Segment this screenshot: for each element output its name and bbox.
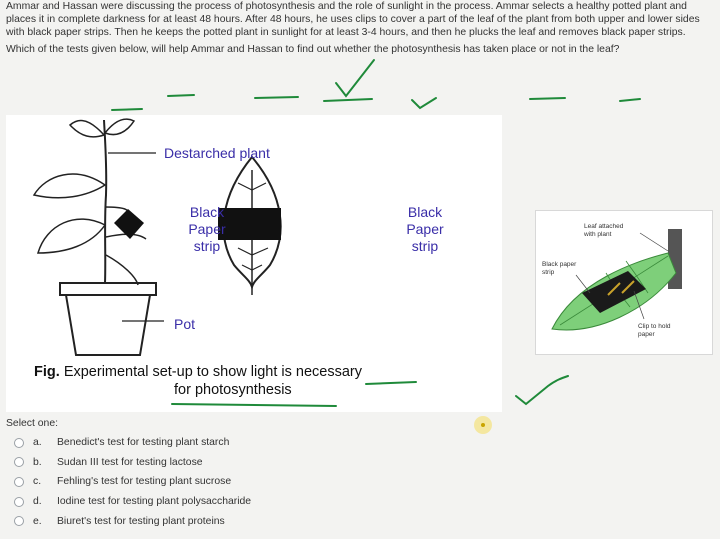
- option-c[interactable]: [14, 472, 251, 492]
- option-d[interactable]: [14, 492, 251, 512]
- ink-underline: [168, 95, 194, 96]
- plant-leaf: [105, 119, 134, 134]
- option-letter: a.: [33, 437, 42, 449]
- inset-pointer: [576, 275, 590, 293]
- plant-leaf: [38, 219, 105, 253]
- inset-pointer: [640, 233, 668, 251]
- ink-checkmark: [516, 376, 568, 404]
- plant-stem: [104, 120, 106, 283]
- option-letter: d.: [33, 496, 42, 508]
- caption-line1: Experimental set-up to show light is necessary: [63, 364, 363, 380]
- option-letter: b.: [33, 456, 42, 468]
- select-one-label: Select one:: [6, 418, 58, 429]
- ink-checkmark: [412, 98, 436, 108]
- option-text: Fehling's test for testing plant sucrose: [57, 476, 232, 488]
- radio-button[interactable]: [14, 457, 24, 467]
- experiment-figure: [6, 115, 502, 412]
- answer-options: [14, 433, 251, 531]
- option-text: Biuret's test for testing plant proteins: [57, 515, 225, 527]
- ink-underline: [620, 99, 640, 101]
- plant-leaf: [70, 121, 104, 137]
- pot-rim: [60, 283, 156, 295]
- inset-diagram: [535, 210, 713, 355]
- ink-checkmark: [336, 60, 374, 96]
- inset-leaf-drawing: [536, 211, 712, 354]
- option-e[interactable]: [14, 511, 251, 531]
- inset-label-leaf: Leaf attached with plant: [584, 223, 624, 238]
- ink-underline: [324, 99, 372, 101]
- option-a[interactable]: [14, 433, 251, 453]
- caption-line2: for photosynthesis: [174, 382, 292, 398]
- label-black-paper-strip-2: Black Paper strip: [406, 204, 444, 254]
- radio-button[interactable]: [14, 477, 24, 487]
- option-text: Sudan III test for testing lactose: [57, 456, 203, 468]
- ink-underline: [255, 97, 298, 98]
- inset-label-black-paper: Black paper strip: [542, 261, 577, 276]
- option-letter: c.: [33, 476, 42, 488]
- caption-lead: Fig.: [34, 364, 60, 380]
- figure-caption: [34, 363, 502, 399]
- question-paragraph: Ammar and Hassan were discussing the process of photosynthesis and the role of sunlight in the process. Ammar selects a healthy potted plant and places it in complete darkness for at least 48 hours. After 48 hours, he uses clips to cover a part of the leaf of the plant from both upper and lower sides with black paper strips. Then he keeps the potted plant in sunlight for at least 3-4 hours, and then he plucks the leaf and removes black paper strips.: [6, 1, 700, 39]
- radio-button[interactable]: [14, 497, 24, 507]
- question-prompt: Which of the tests given below, will help Ammar and Hassan to find out whether the photosynthesis has taken place or not in the leaf?: [6, 43, 620, 55]
- plant-leaf: [34, 174, 105, 198]
- radio-button[interactable]: [14, 438, 24, 448]
- label-black-paper-strip-1: Black Paper strip: [188, 204, 226, 254]
- option-letter: e.: [33, 515, 42, 527]
- option-text: Iodine test for testing plant polysaccharide: [57, 496, 252, 508]
- radio-button[interactable]: [14, 516, 24, 526]
- inset-label-clip: Clip to hold paper: [638, 323, 671, 338]
- pot-body: [66, 295, 150, 355]
- label-pot: Pot: [174, 316, 196, 332]
- ink-underline: [112, 109, 142, 110]
- ink-underline: [530, 98, 565, 99]
- question-text: [6, 0, 712, 56]
- option-text: Benedict's test for testing plant starch: [57, 437, 230, 449]
- option-b[interactable]: [14, 453, 251, 473]
- plant-leaf: [106, 255, 138, 285]
- cursor-highlight: [474, 416, 492, 434]
- label-destarched-plant: Destarched plant: [164, 145, 270, 161]
